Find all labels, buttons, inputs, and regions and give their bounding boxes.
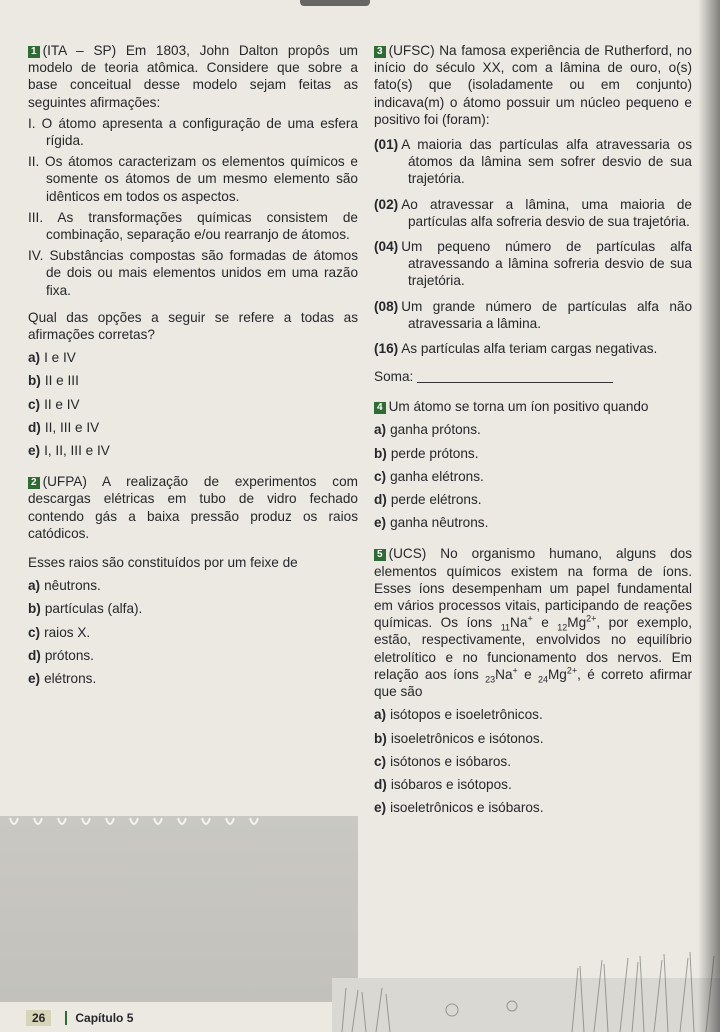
q1-option-c[interactable]: c) II e IV (28, 396, 80, 412)
q1-statement-2: II. Os átomos caracterizam os elementos químicos e somente os átomos de um mesmo elemento são idênticos em todos os aspectos. (28, 154, 358, 204)
right-column (374, 42, 692, 816)
q3-proposition-08[interactable]: (08) Um grande número de partículas alfa não atravessaria a lâmina. (374, 298, 692, 331)
q1-option-e[interactable]: e) I, II, III e IV (28, 443, 110, 459)
footer-divider (65, 1011, 67, 1025)
q3-proposition-01[interactable]: (01) A maioria das partículas alfa atravessaria os átomos da lâmina sem sofrer desvio de sua trajetória. (374, 137, 692, 187)
notebook-image-area (0, 816, 358, 1002)
q3-number-badge: 3 (374, 46, 386, 58)
q5-option-a[interactable]: a) isótopos e isoeletrônicos. (374, 707, 543, 723)
page-number: 26 (26, 1010, 51, 1026)
q4-number-badge: 4 (374, 402, 386, 414)
q2-option-a[interactable]: a) nêutrons. (28, 578, 101, 594)
q5-intro: 5 (UCS) No organismo humano, alguns dos elementos químicos existem na forma de íons. Esses íons desempenham um papel fundamental em vários processos vitais, participando de reações químicas. Os íons $_{11}$Na+ e $_{12}Mg^{2+}$, por exemplo, estão, respectivamente, envolvidos no equilíbrio eletrolítico e no funcionamento dos nervos. Em relação aos íons $_{23}$Na+ e $_{24}Mg^{2+}$, é correto afirmar que são (374, 546, 692, 700)
q1-question: Qual das opções a seguir se refere a todas as afirmações corretas? (28, 309, 358, 343)
q3-propositions (374, 136, 692, 357)
binding-shadow (698, 0, 720, 1032)
q4-option-a[interactable]: a) ganha prótons. (374, 422, 481, 438)
q4-options (374, 421, 692, 531)
q1-option-d[interactable]: d) II, III e IV (28, 419, 100, 435)
q4-option-b[interactable]: b) perde prótons. (374, 445, 479, 461)
q3-intro: 3 (UFSC) Na famosa experiência de Rutherford, no início do século XX, com a lâmina de ouro, o(s) fato(s) que (isoladamente ou em conjunto) indicava(m) o átomo possuir um núcleo pequeno e positivo foi (foram): (374, 43, 692, 127)
q2-question: Esses raios são constituídos por um feixe de (28, 555, 298, 571)
q3-proposition-04[interactable]: (04) Um pequeno número de partículas alfa atravessando a lâmina sofreria desvio de sua trajetória. (374, 239, 692, 289)
q4-option-e[interactable]: e) ganha nêutrons. (374, 515, 489, 531)
q3-sum-blank-line[interactable] (417, 382, 613, 383)
q1-options (28, 349, 358, 459)
q1-statement-3: III. As transformações químicas consistem de combinação, separação e/ou rearranjo de átomos. (28, 209, 358, 243)
notebook-spiral-icon (4, 816, 284, 830)
q2-option-d[interactable]: d) prótons. (28, 647, 94, 663)
q5-option-b[interactable]: b) isoeletrônicos e isótonos. (374, 730, 544, 746)
q5-option-e[interactable]: e) isoeletrônicos e isóbaros. (374, 800, 544, 816)
q4-intro: 4 Um átomo se torna um íon positivo quando (374, 398, 692, 415)
q1-statement-1: I. O átomo apresenta a configuração de uma esfera rígida. (28, 115, 358, 149)
q3-proposition-02[interactable]: (02) Ao atravessar a lâmina, uma maioria de partículas alfa sofreria desvio de sua trajetória. (374, 196, 692, 229)
q1-statement-4: IV. Substâncias compostas são formadas de átomos de dois ou mais elementos unidos em uma razão fixa. (28, 248, 358, 298)
q4-option-c[interactable]: c) ganha elétrons. (374, 468, 484, 484)
q2-number-badge: 2 (28, 477, 40, 489)
chapter-label: Capítulo 5 (75, 1011, 134, 1025)
q3-sum-field[interactable] (374, 369, 692, 384)
q2-option-c[interactable]: c) raios X. (28, 624, 91, 640)
q1-intro: 1 (ITA – SP) Em 1803, John Dalton propôs um modelo de teoria atômica. Considere que sobre a base conceitual desse modelo sejam feitas as seguintes afirmações: (28, 43, 358, 110)
q4-option-d[interactable]: d) perde elétrons. (374, 492, 482, 508)
q2-option-e[interactable]: e) elétrons. (28, 671, 97, 687)
q3-proposition-16[interactable]: (16) As partículas alfa teriam cargas negativas. (374, 341, 658, 357)
q3-sum-label: Soma: (374, 369, 414, 385)
q1-option-a[interactable]: a) I e IV (28, 350, 76, 366)
q1-number-badge: 1 (28, 46, 40, 58)
q1-option-b[interactable]: b) II e III (28, 373, 79, 389)
decorative-texture-icon (332, 948, 720, 1032)
q5-number-badge: 5 (374, 549, 386, 561)
q2-intro: 2 (UFPA) A realização de experimentos com descargas elétricas em tubo de vidro fechado contendo gás a baixa pressão produz os raios catódicos. (28, 474, 358, 541)
q5-option-d[interactable]: d) isóbaros e isótopos. (374, 776, 512, 792)
q5-option-c[interactable]: c) isótonos e isóbaros. (374, 753, 511, 769)
page-footer (26, 1010, 133, 1026)
q5-options (374, 706, 692, 816)
q2-options (28, 577, 358, 687)
left-column (28, 42, 358, 687)
q2-option-b[interactable]: b) partículas (alfa). (28, 601, 143, 617)
top-edge-mark (300, 0, 370, 6)
